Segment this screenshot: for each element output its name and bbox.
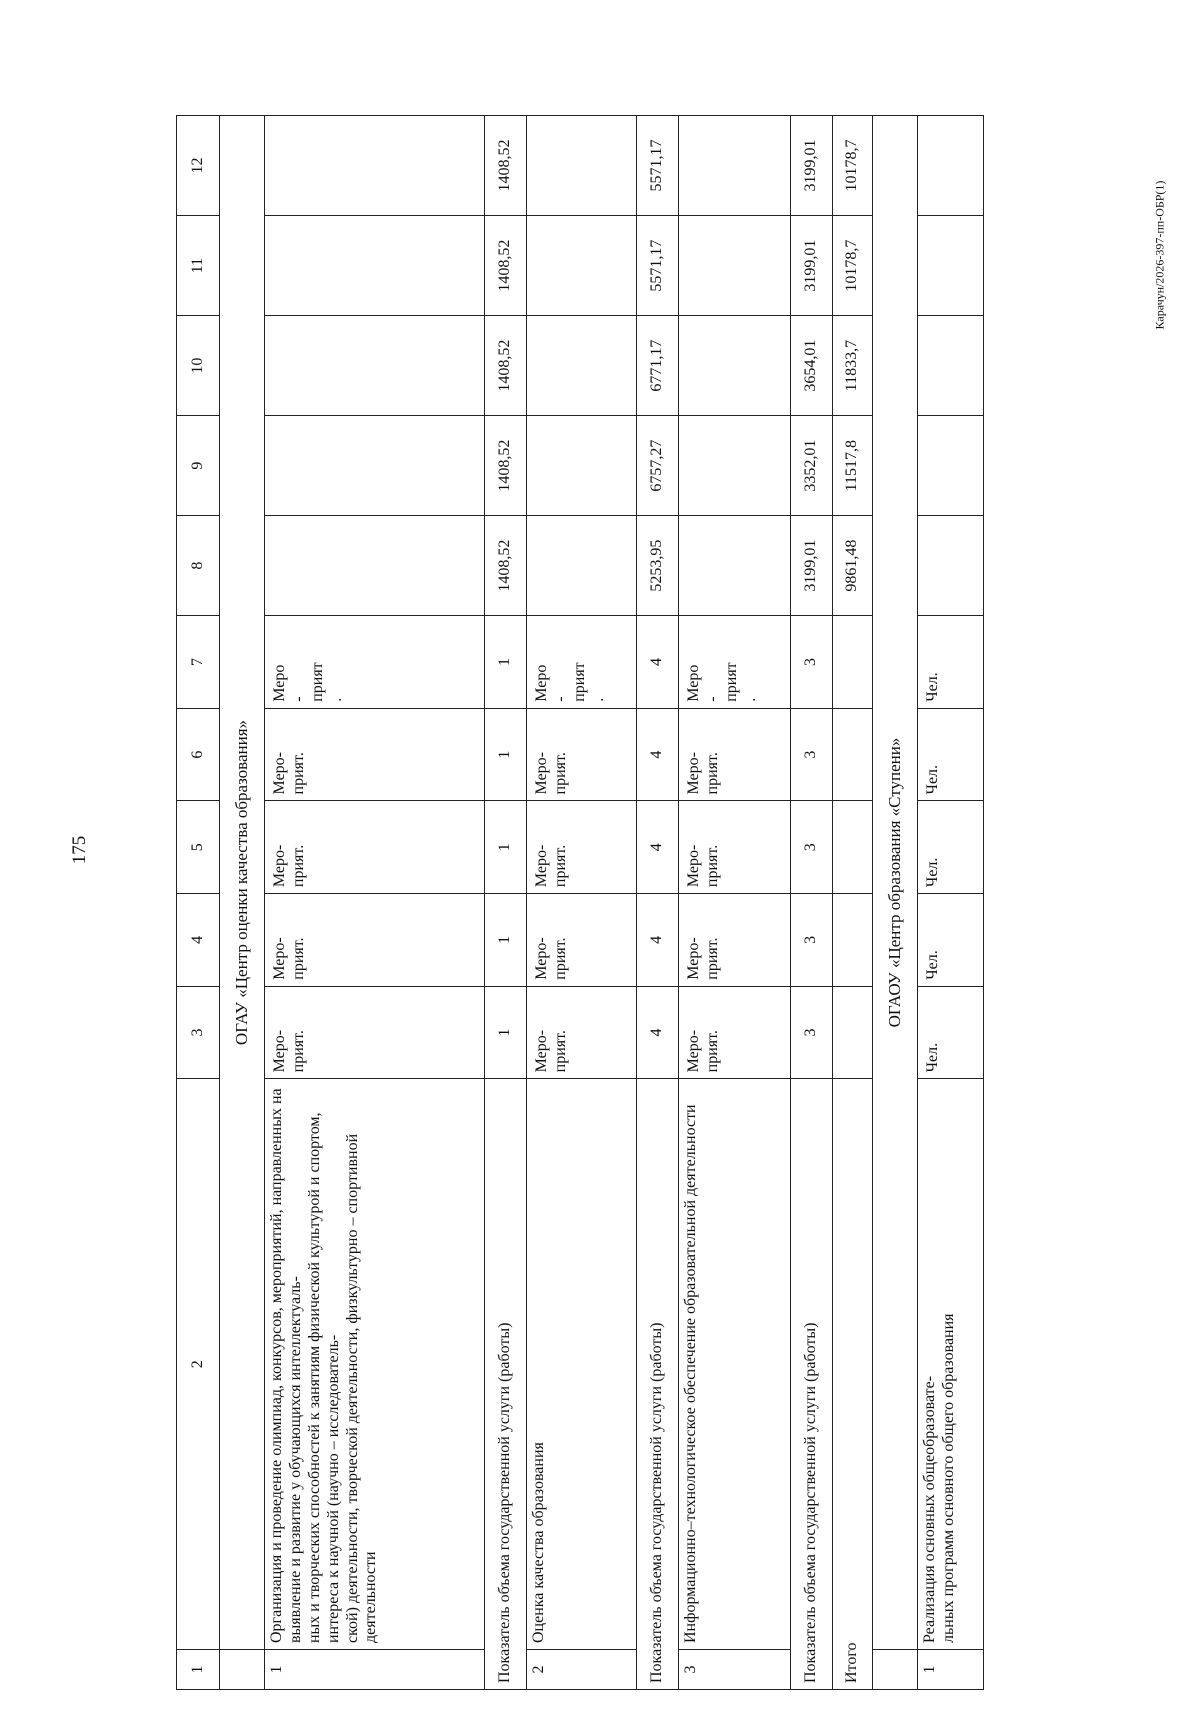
indicator-value: 1 bbox=[485, 708, 527, 801]
indicator-value: 3 bbox=[791, 616, 833, 709]
unit-cell: Меро- прият. bbox=[527, 894, 637, 987]
col-header: 10 bbox=[177, 316, 220, 416]
total-value: 11517,8 bbox=[833, 416, 873, 516]
col-header: 8 bbox=[177, 516, 220, 616]
row-number: 2 bbox=[527, 1650, 637, 1690]
total-row bbox=[833, 116, 873, 1690]
col-header: 9 bbox=[177, 416, 220, 516]
col-header: 4 bbox=[177, 894, 220, 987]
unit-cell: Меро- прият. bbox=[265, 894, 485, 987]
unit-cell: Меро - прият . bbox=[679, 616, 791, 709]
budget-table bbox=[176, 115, 984, 1690]
col-header: 2 bbox=[177, 1079, 220, 1650]
col-header: 12 bbox=[177, 116, 220, 216]
indicator-value: 4 bbox=[637, 801, 679, 894]
finance-value: 3352,01 bbox=[791, 416, 833, 516]
unit-cell: Меро- прият. bbox=[679, 986, 791, 1079]
col-header: 1 bbox=[177, 1650, 220, 1690]
total-value: 9861,48 bbox=[833, 516, 873, 616]
finance-value: 3199,01 bbox=[791, 216, 833, 316]
column-number-row bbox=[177, 116, 220, 1690]
page-number: 175 bbox=[69, 835, 90, 865]
indicator-value: 4 bbox=[637, 708, 679, 801]
indicator-value: 1 bbox=[485, 986, 527, 1079]
col-header: 7 bbox=[177, 616, 220, 709]
indicator-value: 1 bbox=[485, 894, 527, 987]
finance-value: 5571,17 bbox=[637, 216, 679, 316]
indicator-label: Показатель объема государственной услуги (работы) bbox=[485, 1079, 527, 1690]
unit-cell: Меро- прият. bbox=[265, 801, 485, 894]
section-title-row bbox=[220, 116, 265, 1690]
indicator-row bbox=[485, 116, 527, 1690]
col-header: 6 bbox=[177, 708, 220, 801]
finance-value: 1408,52 bbox=[485, 416, 527, 516]
unit-cell: Меро- прият. bbox=[527, 708, 637, 801]
finance-value: 6757,27 bbox=[637, 416, 679, 516]
col-header: 5 bbox=[177, 801, 220, 894]
total-value: 10178,7 bbox=[833, 116, 873, 216]
indicator-value: 1 bbox=[485, 801, 527, 894]
col-header: 3 bbox=[177, 986, 220, 1079]
service-name: Организация и проведение олимпиад, конкурсов, мероприятий, направленных на выявление и развитие у обучающихся интеллектуаль- ных и творческих способностей к занятиям физической культурой и спортом, интереса к научной (научно – исследователь- ской) деятельности, творческой деятельности, физкультурно – спортивной деятельности bbox=[265, 1079, 485, 1650]
unit-cell: Меро - прият . bbox=[527, 616, 637, 709]
service-name: Реализация основных общеобразовате- льных программ основного общего образования bbox=[918, 1079, 984, 1650]
rotated-table-wrapper bbox=[176, 115, 996, 1690]
unit-cell: Меро- прият. bbox=[679, 708, 791, 801]
service-name: Оценка качества образования bbox=[527, 1079, 637, 1650]
indicator-value: 1 bbox=[485, 616, 527, 709]
finance-value: 5571,17 bbox=[637, 116, 679, 216]
section-title: ОГАОУ «Центр образования «Ступени» bbox=[873, 116, 918, 1650]
unit-cell: Чел. bbox=[918, 616, 984, 709]
table-row bbox=[265, 116, 485, 1690]
finance-value: 6771,17 bbox=[637, 316, 679, 416]
unit-cell: Меро- прият. bbox=[265, 986, 485, 1079]
total-value: 11833,7 bbox=[833, 316, 873, 416]
finance-value: 3199,01 bbox=[791, 116, 833, 216]
section-title-row bbox=[873, 116, 918, 1690]
indicator-value: 3 bbox=[791, 894, 833, 987]
finance-value: 3199,01 bbox=[791, 516, 833, 616]
unit-cell: Чел. bbox=[918, 894, 984, 987]
unit-cell: Меро- прият. bbox=[679, 894, 791, 987]
col-header: 11 bbox=[177, 216, 220, 316]
indicator-label: Показатель объема государственной услуги (работы) bbox=[637, 1079, 679, 1690]
indicator-label: Показатель объема государственной услуги (работы) bbox=[791, 1079, 833, 1690]
table-row bbox=[527, 116, 637, 1690]
indicator-row bbox=[637, 116, 679, 1690]
indicator-row bbox=[791, 116, 833, 1690]
table-row bbox=[918, 116, 984, 1690]
row-number: 3 bbox=[679, 1650, 791, 1690]
unit-cell: Меро - прият . bbox=[265, 616, 485, 709]
row-number: 1 bbox=[265, 1650, 485, 1690]
table-row bbox=[679, 116, 791, 1690]
total-label: Итого bbox=[833, 1079, 873, 1690]
finance-value: 1408,52 bbox=[485, 116, 527, 216]
unit-cell: Чел. bbox=[918, 708, 984, 801]
unit-cell: Меро- прият. bbox=[527, 986, 637, 1079]
row-number: 1 bbox=[918, 1650, 984, 1690]
document-code: Карачун/2026-397-пп-ОБР(1) bbox=[1152, 180, 1167, 330]
finance-value: 3654,01 bbox=[791, 316, 833, 416]
total-value: 10178,7 bbox=[833, 216, 873, 316]
unit-cell: Чел. bbox=[918, 801, 984, 894]
indicator-value: 4 bbox=[637, 616, 679, 709]
indicator-value: 4 bbox=[637, 894, 679, 987]
indicator-value: 3 bbox=[791, 708, 833, 801]
service-name: Информационно–технологическое обеспечение образовательной деятельности bbox=[679, 1079, 791, 1650]
unit-cell: Меро- прият. bbox=[679, 801, 791, 894]
unit-cell: Чел. bbox=[918, 986, 984, 1079]
finance-value: 1408,52 bbox=[485, 216, 527, 316]
unit-cell: Меро- прият. bbox=[527, 801, 637, 894]
indicator-value: 3 bbox=[791, 801, 833, 894]
section-title: ОГАУ «Центр оценки качества образования» bbox=[220, 116, 265, 1650]
finance-value: 1408,52 bbox=[485, 316, 527, 416]
indicator-value: 4 bbox=[637, 986, 679, 1079]
unit-cell: Меро- прият. bbox=[265, 708, 485, 801]
indicator-value: 3 bbox=[791, 986, 833, 1079]
finance-value: 5253,95 bbox=[637, 516, 679, 616]
finance-value: 1408,52 bbox=[485, 516, 527, 616]
